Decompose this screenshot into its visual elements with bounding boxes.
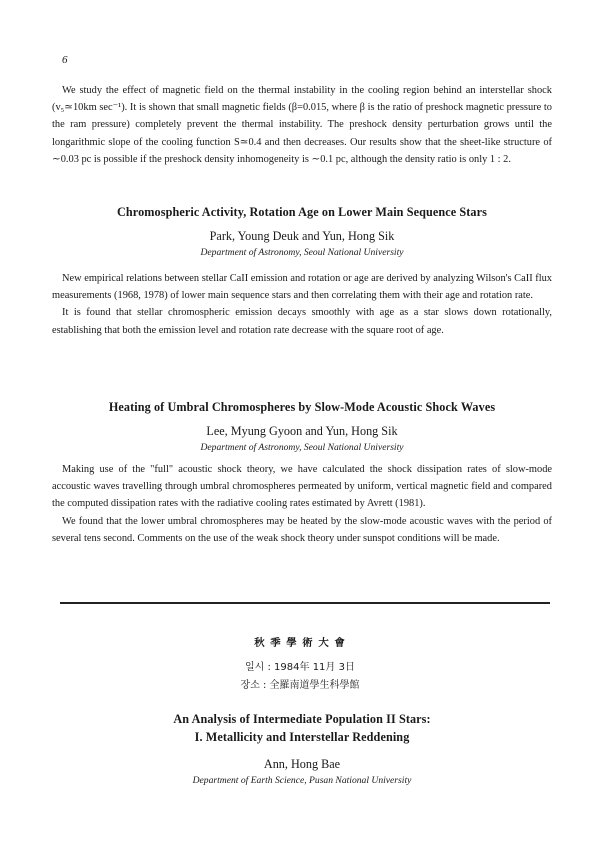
- article-title: Heating of Umbral Chromospheres by Slow-Mode Acoustic Shock Waves: [108, 400, 496, 414]
- article-department: Department of Astronomy, Seoul National University: [200, 247, 404, 258]
- abstract-paragraph: We study the effect of magnetic field on the thermal instability in the cooling region behind an interstellar shock (v₅≃10km sec⁻¹). It is shown that small magnetic fields (β=0.015, where β is the ratio of preshock magnetic pressure to the ram pressure) completely prevent the thermal instability. The preshock density perturbation grows until the longarithmic slope of the cooling function S≃0.4 and then decreases. Our results show that the sheet-like structure of ∼0.03 pc is possible if the preshock density inhomogeneity is ∼0.1 pc, although the density ratio is only 1 : 2.: [52, 85, 552, 165]
- page-number: 6: [62, 54, 68, 66]
- abstract-continued: [52, 82, 552, 168]
- article-paragraph: It is found that stellar chromospheric emission decays smoothly with age as a star slows down rotationally, establishing that both the emission level and rotation rate decrease with the square root of age.: [52, 307, 552, 336]
- article-authors: Lee, Myung Gyoon and Yun, Hong Sik: [206, 424, 398, 438]
- article-department: Department of Astronomy, Seoul National University: [200, 442, 404, 453]
- article-chromospheric-activity: [52, 205, 552, 339]
- article-title-line2: I. Metallicity and Interstellar Reddening: [194, 730, 410, 744]
- article-title-line1: An Analysis of Intermediate Population II Stars:: [173, 712, 431, 726]
- article-population-ii: [52, 712, 552, 786]
- article-authors: Park, Young Deuk and Yun, Hong Sik: [209, 229, 395, 243]
- meeting-place: 장소 : 全羅南道學生科學館: [240, 680, 360, 691]
- meeting-date: 일시 : 1984年 11月 3日: [245, 662, 355, 673]
- article-paragraph: Making use of the "full" acoustic shock theory, we have calculated the shock dissipation rates of slow-mode accoustic waves travelling through umbral chromospheres permeated by uniform, vertical magnetic field and compared the computed dissipation rates with the radiative cooling rates estimated by Avrett (1981).: [52, 464, 552, 510]
- article-paragraph: New empirical relations between stellar CaII emission and rotation or age are derived by analyzing Wilson's CaII flux measurements (1968, 1978) of lower main sequence stars and then correlating them with their age and rotation rate.: [52, 273, 552, 302]
- meeting-heading: 秋 季 學 術 大 會: [254, 637, 346, 649]
- article-umbral-heating: [52, 400, 552, 547]
- article-paragraph: We found that the lower umbral chromospheres may be heated by the slow-mode acoustic waves with the period of several tens second. Comments on the use of the weak shock theory under sunspot conditions will be made.: [52, 515, 552, 544]
- section-divider: [60, 602, 550, 604]
- article-authors: Ann, Hong Bae: [263, 757, 341, 771]
- article-title: Chromospheric Activity, Rotation Age on Lower Main Sequence Stars: [117, 205, 487, 219]
- article-department: Department of Earth Science, Pusan National University: [192, 775, 412, 786]
